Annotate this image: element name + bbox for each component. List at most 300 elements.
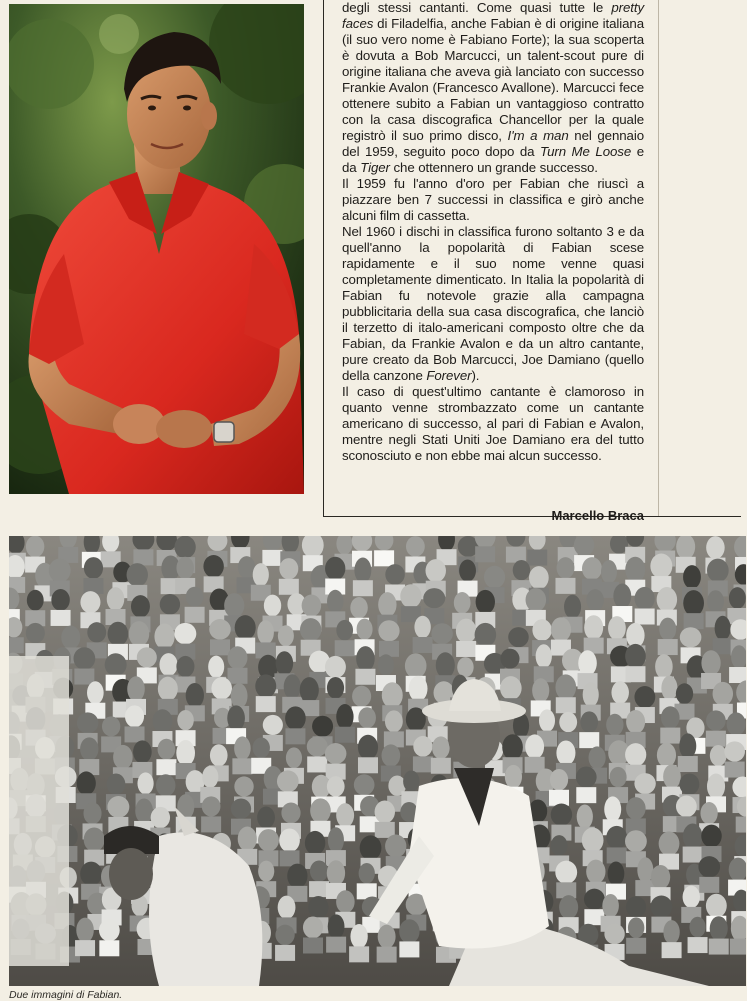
crowd-head [305, 831, 325, 855]
crowd-body [307, 756, 327, 772]
crowd-head [279, 829, 300, 853]
crowd-body [699, 877, 719, 893]
crowd-body [285, 728, 305, 744]
crowd-body [125, 726, 145, 742]
crowd-body [730, 939, 746, 955]
crowd-head [583, 682, 599, 707]
crowd-head [431, 623, 453, 644]
crowd-head [613, 584, 631, 609]
crowd-body [576, 787, 596, 803]
crowd-head [129, 621, 150, 646]
crowd-body [75, 940, 95, 956]
crowd-head [253, 737, 270, 758]
crowd-head [706, 894, 727, 918]
crowd-head [551, 835, 568, 856]
crowd-head [508, 627, 529, 647]
crowd-head [275, 925, 294, 945]
crowd-body [660, 728, 680, 744]
crowd-head [80, 737, 98, 760]
crowd-head [378, 925, 396, 949]
crowd-body [635, 609, 655, 625]
crowd-head [325, 557, 345, 581]
crowd-head [102, 716, 120, 736]
crowd-head [327, 776, 345, 797]
crowd-head [385, 564, 405, 585]
crowd-body [227, 668, 247, 684]
crowd-head [555, 674, 576, 700]
crowd-head [500, 649, 519, 669]
crowd-head [378, 592, 396, 617]
crowd-head [724, 741, 745, 761]
crowd-body [579, 732, 599, 748]
crowd-head [137, 647, 157, 667]
article-italic-run: Tiger [360, 160, 390, 175]
crowd-body [326, 937, 346, 953]
crowd-head [426, 559, 446, 582]
crowd-head [234, 736, 251, 760]
crowd-head [308, 896, 328, 919]
crowd-head [659, 618, 676, 641]
crowd-head [210, 744, 228, 766]
crowd-head [336, 620, 353, 641]
crowd-head [476, 590, 495, 614]
crowd-head [707, 559, 729, 583]
crowd-body [256, 696, 276, 712]
crowd-head [137, 772, 153, 794]
crowd-body [549, 790, 569, 806]
crowd-head [264, 595, 281, 617]
crowd-body [713, 638, 733, 654]
article-text-run: degli stessi cantanti. Come quasi tutte le [342, 0, 612, 15]
crowd-body [688, 937, 708, 953]
crowd-body [384, 731, 404, 747]
crowd-head [500, 676, 522, 700]
crowd-body [527, 550, 547, 566]
article-text-run: e da [342, 144, 644, 175]
crowd-body [709, 939, 729, 955]
crowd-head [650, 553, 672, 578]
crowd-body [349, 946, 369, 962]
crowd-head [683, 590, 704, 616]
crowd-head [707, 590, 724, 612]
crowd-head [378, 620, 399, 641]
crowd-head [107, 796, 129, 818]
crowd-head [715, 616, 731, 641]
crowd-head [174, 623, 196, 645]
crowd-head [564, 595, 581, 619]
crowd-head [202, 766, 218, 788]
crowd-body [374, 550, 394, 566]
crowd-head [285, 706, 306, 730]
crowd-head [680, 627, 702, 647]
crowd-head [375, 800, 395, 823]
crowd-head [576, 766, 597, 787]
crowd-head [300, 677, 319, 703]
article-italic-run: I'm a man [507, 128, 569, 143]
crowd-head [154, 624, 174, 650]
crowd-head [87, 681, 104, 704]
crowd-head [281, 802, 300, 823]
crowd-body [275, 945, 295, 961]
crowd-head [700, 802, 717, 824]
crowd-head [238, 556, 255, 578]
article-paragraph [342, 176, 644, 224]
article-italic-run: Forever [426, 368, 472, 383]
crowd-head [378, 654, 394, 676]
crowd-head [325, 743, 347, 764]
crowd-head [578, 650, 597, 676]
crowd-head [610, 767, 627, 788]
crowd-head [556, 740, 575, 765]
crowd-body [556, 697, 576, 713]
crowd-head [158, 677, 178, 701]
crowd-body [399, 941, 419, 957]
crowd-head [287, 864, 307, 889]
crowd-head [710, 745, 727, 766]
crowd-head [328, 827, 344, 853]
crowd-head [683, 565, 701, 589]
crowd-head [532, 678, 549, 702]
crowd-head [61, 626, 80, 650]
crowd-head [657, 587, 678, 612]
crowd-body [99, 940, 119, 956]
crowd-head [626, 896, 646, 917]
crowd-head [403, 770, 419, 791]
crowd-head [203, 555, 223, 578]
crowd-head [186, 587, 204, 607]
crowd-head [108, 622, 129, 646]
crowd-body [156, 759, 176, 775]
crowd-head [26, 623, 45, 643]
crowd-head [589, 746, 606, 768]
crowd-head [176, 740, 195, 766]
crowd-head [551, 617, 571, 642]
crowd-head [176, 557, 194, 579]
crowd-head [381, 744, 400, 766]
crowd-head [84, 828, 105, 852]
crowd-head [84, 557, 103, 579]
crowd-head [327, 677, 344, 699]
crowd-head [350, 597, 367, 618]
crowd-head [707, 774, 725, 800]
crowd-head [608, 616, 626, 640]
crowd-body [377, 947, 397, 963]
crowd-head [659, 831, 680, 855]
crowd-head [286, 747, 302, 768]
crowd-head [235, 615, 256, 640]
crowd-head [284, 674, 301, 699]
crowd-body [658, 639, 678, 655]
crowd-head [577, 804, 593, 828]
crowd-head [602, 894, 619, 918]
crowd-head [484, 566, 505, 589]
crowd-head [604, 924, 624, 945]
crowd-head [634, 773, 655, 794]
crowd-head [131, 595, 150, 618]
crowd-head [626, 797, 646, 819]
crowd-head [76, 918, 94, 943]
crowd-head [159, 653, 177, 676]
crowd-head [357, 619, 373, 640]
crowd-head [77, 712, 98, 733]
crowd-illustration [9, 536, 746, 986]
crowd-head [406, 536, 425, 557]
crowd-body [185, 607, 205, 623]
article-text-run: Il caso di quest'ultimo cantante è clamoroso in quanto venne strombazzato come un cantante americano di successo, al pari di Fabian e Avalon, mentre negli Stati Uniti Joe Damiano era del tutto sconosciuto e non ebbe mai alcun successo. [342, 384, 644, 463]
crowd-head [559, 712, 577, 732]
crowd-head [356, 646, 375, 671]
crowd-body [625, 666, 645, 682]
crowd-head [637, 857, 653, 883]
crowd-head [706, 536, 724, 559]
crowd-head [358, 707, 376, 728]
crowd-head [358, 735, 378, 760]
crowd-head [626, 710, 645, 734]
crowd-head [551, 804, 572, 826]
crowd-head [502, 734, 523, 760]
crowd-head [729, 587, 746, 609]
crowd-head [87, 622, 106, 642]
crowd-head [601, 560, 617, 584]
crowd-head [529, 566, 549, 589]
crowd-head [310, 860, 328, 881]
crowd-head [238, 827, 257, 852]
crowd-head [300, 618, 321, 641]
crowd-head [559, 895, 578, 919]
article-text-run: Nel 1960 i dischi in classifica furono soltanto 3 e da quell'anno la popolarità di Fabian scese rapidamente e il suo nome venne quasi completamente dimenticato. In Italia la popolarità di Fabian fu notevole grazie alla campagna pubblicitaria della sua casa discografica, che lanciò il terzetto di italo-americani composto oltre che da Fabian, da Frankie Avalon e da un altro cantante, pure creato da Bob Marcucci, Joe Damiano (quello della canzone [342, 224, 644, 383]
portrait-illustration [9, 4, 304, 494]
crowd-head [604, 796, 621, 822]
crowd-head [27, 590, 44, 611]
crowd-head [625, 644, 646, 669]
crowd-body [335, 640, 355, 656]
crowd-head [625, 557, 645, 583]
crowd-head [526, 588, 547, 611]
crowd-head [77, 771, 96, 795]
photo-caption: Due immagini di Fabian. [9, 989, 123, 1001]
article-text-run: ). [471, 368, 480, 383]
crowd-head [584, 615, 603, 640]
crowd-head [257, 620, 274, 644]
crowd-head [582, 557, 602, 580]
crowd-head [208, 656, 224, 679]
crowd-body [626, 938, 646, 954]
crowd-head [400, 584, 421, 608]
crowd-head [385, 710, 403, 732]
crowd-head [409, 676, 428, 702]
crowd-head [354, 774, 375, 795]
crowd-body [431, 758, 451, 774]
crowd-head [555, 861, 577, 884]
crowd-body [262, 550, 282, 566]
crowd-head [580, 711, 598, 733]
crowd-head [550, 769, 568, 791]
crowd-head [277, 770, 299, 792]
crowd-head [414, 616, 430, 639]
crowd-body [607, 847, 627, 863]
crowd-head [432, 736, 450, 759]
article-paragraph [342, 224, 644, 384]
crowd-head [536, 644, 552, 668]
crowd-head [625, 830, 647, 852]
crowd-head [663, 764, 681, 789]
crowd-head [683, 886, 700, 908]
crowd-head [456, 619, 477, 644]
crowd-head [457, 657, 473, 677]
crowd-body [725, 762, 745, 778]
crowd-head [360, 835, 382, 860]
crowd-head [231, 683, 248, 708]
crowd-head [359, 863, 375, 884]
crowd-body [475, 546, 495, 562]
crowd-head [679, 733, 696, 758]
crowd-head [727, 712, 746, 735]
crowd-head [532, 619, 551, 641]
crowd-body [353, 580, 373, 596]
crowd-head [584, 889, 605, 910]
crowd-head [352, 686, 371, 707]
crowd-head [156, 774, 176, 796]
crowd-head [127, 563, 148, 587]
crowd-body [379, 641, 399, 657]
crowd-head [706, 710, 726, 731]
crowd-head [105, 653, 127, 676]
crowd-head [405, 653, 427, 678]
crowd-head [278, 896, 296, 920]
crowd-head [202, 796, 221, 816]
crowd-head [436, 652, 455, 678]
crowd-body [9, 637, 24, 653]
crowd-head [227, 705, 245, 731]
crowd-head [113, 745, 133, 770]
crowd-head [683, 824, 703, 850]
crowd-body [51, 610, 71, 626]
crowd-head [127, 676, 145, 701]
crowd-head [228, 646, 248, 669]
crowd-head [661, 676, 677, 701]
crowd-head [713, 682, 733, 706]
crowd-head [327, 590, 344, 613]
crowd-head [679, 773, 699, 794]
crowd-body [74, 669, 94, 685]
crowd-head [454, 592, 471, 614]
article-text-run: di Filadelfia, anche Fabian è di origine italiana (il suo vero nome è Fabiano Forte); la sua scoperta è dovuta a Bob Marcucci, un talent-scout pure di origine italiana che aveva già lanciato con successo Frankie Avalon (Francesco Avallone). Marcucci fece ottenere subito a Fabian un vantaggioso contratto con la casa discografica Chancellor per la quale registrò il suo primo disco, [342, 16, 644, 143]
crowd-head [257, 807, 275, 829]
crowd-head [539, 709, 555, 732]
crowd-body [279, 579, 299, 595]
crowd-head [505, 765, 522, 789]
crowd-head [657, 743, 676, 768]
photo-fabian-crowd [9, 536, 746, 986]
crowd-head [279, 558, 298, 579]
crowd-body [133, 549, 153, 565]
article-paragraph [342, 0, 644, 176]
crowd-head [350, 924, 367, 949]
column-divider-vertical [323, 0, 324, 516]
article-italic-run: Turn Me Loose [540, 144, 632, 159]
crowd-body [355, 669, 375, 685]
crowd-head [325, 656, 346, 678]
page-edge-line [658, 0, 659, 516]
crowd-head [635, 587, 655, 610]
crowd-body [201, 816, 221, 832]
crowd-head [133, 740, 152, 763]
crowd-body [232, 758, 252, 774]
crowd-head [278, 625, 294, 646]
crowd-body [684, 613, 704, 629]
crowd-head [107, 773, 126, 794]
crowd-head [385, 835, 406, 858]
crowd-body [210, 639, 230, 655]
crowd-body [358, 757, 378, 773]
crowd-head [177, 710, 193, 730]
crowd-head [689, 917, 705, 938]
crowd-head [160, 594, 180, 615]
crowd-head [336, 803, 354, 827]
crowd-head [174, 536, 195, 559]
crowd-head [698, 856, 720, 877]
crowd-head [83, 802, 101, 824]
article-text-run: Il 1959 fu l'anno d'oro per Fabian che riuscì a piazzare ben 7 successi in classifica e girò anche alcuni film di cassetta. [342, 176, 644, 223]
crowd-head [557, 557, 575, 578]
crowd-head [582, 828, 604, 853]
crowd-body [555, 578, 575, 594]
article-paragraph [342, 384, 644, 464]
crowd-head [655, 654, 673, 679]
crowd-head [253, 563, 269, 586]
crowd-head [382, 682, 403, 708]
crowd-head [676, 796, 697, 818]
article-body [342, 0, 644, 464]
crowd-head [710, 916, 728, 941]
crowd-body [413, 756, 433, 772]
crowd-head [327, 860, 345, 885]
crowd-head [99, 919, 120, 941]
crowd-body [303, 937, 323, 953]
crowd-body [83, 578, 103, 594]
crowd-head [399, 919, 419, 943]
crowd-head [302, 595, 322, 617]
crowd-body [706, 731, 726, 747]
crowd-body [678, 756, 698, 772]
crowd-head [336, 890, 355, 913]
crowd-head [80, 862, 102, 886]
crowd-head [176, 656, 194, 677]
crowd-head [634, 686, 655, 708]
crowd-body [456, 641, 476, 657]
crowd-head [209, 619, 231, 640]
crowd-head [525, 734, 544, 759]
crowd-head [423, 588, 445, 608]
crowd-head [151, 807, 170, 828]
crowd-head [153, 709, 173, 733]
crowd-head [701, 650, 720, 675]
crowd-head [80, 591, 100, 613]
crowd-head [125, 705, 144, 727]
crowd-head [186, 683, 204, 708]
crowd-head [586, 589, 603, 611]
crowd-head [255, 674, 276, 698]
crowd-head [513, 560, 530, 580]
crowd-head [135, 798, 153, 823]
crowd-head [49, 558, 71, 582]
article-author: Marcello Braca [551, 508, 644, 523]
crowd-head [73, 647, 95, 670]
crowd-head [51, 589, 69, 611]
crowd-head [661, 706, 680, 729]
crowd-body [413, 637, 433, 653]
crowd-head [276, 651, 294, 675]
